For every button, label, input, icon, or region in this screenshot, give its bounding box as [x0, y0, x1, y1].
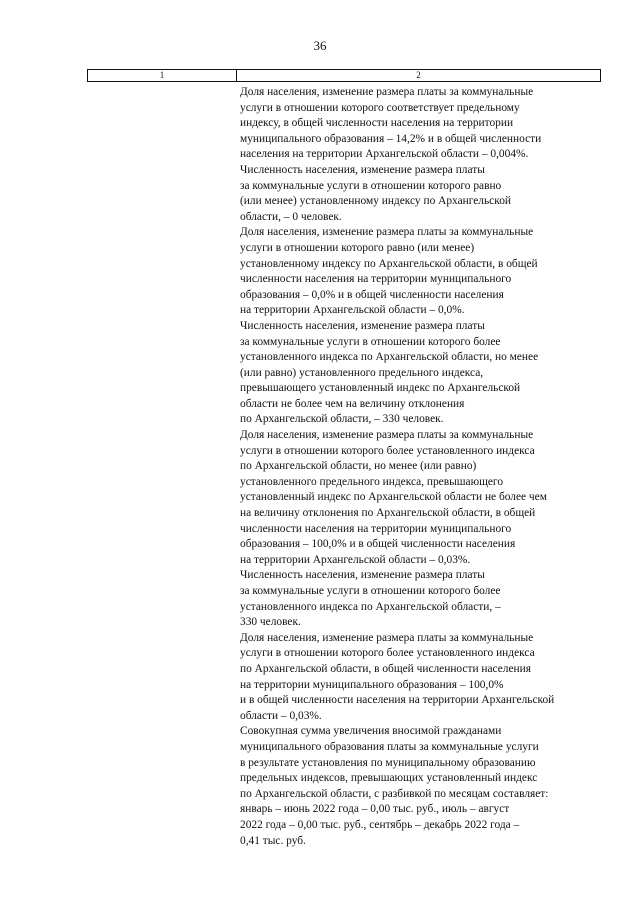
- text-line: по Архангельской области, с разбивкой по месяцам составляет:: [240, 787, 549, 800]
- text-line: установленный индекс по Архангельской области не более чем: [240, 491, 547, 504]
- text-line: 0,41 тыс. руб.: [240, 834, 306, 847]
- text-line: Доля населения, изменение размера платы за коммунальные: [240, 226, 534, 239]
- table-header-col-1: 1: [88, 70, 237, 81]
- text-line: установленного индекса по Архангельской области, –: [240, 600, 501, 613]
- text-line: Численность населения, изменение размера платы: [240, 163, 485, 176]
- text-line: на территории муниципального образования – 100,0%: [240, 678, 504, 691]
- text-line: на территории Архангельской области – 0,0%.: [240, 304, 465, 317]
- text-line: Доля населения, изменение размера платы за коммунальные: [240, 86, 534, 98]
- text-line: на величину отклонения по Архангельской области, в общей: [240, 507, 536, 520]
- text-line: 2022 года – 0,00 тыс. руб., сентябрь – декабрь 2022 года –: [240, 818, 520, 831]
- page-number: 36: [313, 38, 327, 53]
- text-line: численности населения на территории муниципального: [240, 522, 512, 535]
- table-header-row: [87, 69, 601, 82]
- table-header-col-2: 2: [416, 70, 421, 80]
- text-line: (или менее) установленному индексу по Архангельской: [240, 195, 511, 208]
- text-line: и в общей численности населения на территории Архангельской: [240, 694, 555, 707]
- text-line: по Архангельской области, но менее (или равно): [240, 460, 477, 473]
- text-line: за коммунальные услуги в отношении которого равно: [240, 179, 502, 192]
- text-line: индексу, в общей численности населения на территории: [240, 117, 514, 130]
- text-line: численности населения на территории муниципального: [240, 273, 512, 286]
- table-cell-text: [240, 85, 610, 849]
- text-line: области не более чем на величину отклонения: [240, 397, 465, 410]
- text-line: за коммунальные услуги в отношении которого более: [240, 335, 501, 348]
- text-line: (или равно) установленного предельного индекса,: [240, 366, 484, 379]
- text-line: по Архангельской области, в общей численности населения: [240, 662, 531, 675]
- text-line: в результате установления по муниципальному образованию: [240, 756, 536, 769]
- text-line: области, – 0 человек.: [240, 210, 342, 223]
- text-line: образования – 100,0% и в общей численности населения: [240, 538, 516, 551]
- text-line: муниципального образования платы за коммунальные услуги: [240, 740, 539, 753]
- text-line: 330 человек.: [240, 616, 301, 629]
- text-line: услуги в отношении которого более установленного индекса: [240, 647, 535, 660]
- text-line: превышающего установленный индекс по Архангельской: [240, 382, 521, 395]
- text-line: по Архангельской области, – 330 человек.: [240, 413, 444, 426]
- text-line: установленного индекса по Архангельской области, но менее: [240, 351, 539, 364]
- text-line: предельных индексов, превышающих установленный индекс: [240, 772, 538, 785]
- text-line: муниципального образования – 14,2% и в общей численности: [240, 132, 542, 145]
- text-line: установленного предельного индекса, превышающего: [240, 475, 504, 488]
- text-line: услуги в отношении которого равно (или менее): [240, 241, 475, 254]
- text-line: услуги в отношении которого соответствует предельному: [240, 101, 520, 114]
- text-line: Совокупная сумма увеличения вносимой гражданами: [240, 725, 502, 738]
- text-line: образования – 0,0% и в общей численности населения: [240, 288, 504, 301]
- text-line: за коммунальные услуги в отношении которого более: [240, 585, 501, 597]
- text-line: населения на территории Архангельской области – 0,004%.: [240, 148, 529, 161]
- text-line: на территории Архангельской области – 0,03%.: [240, 553, 471, 566]
- text-line: Численность населения, изменение размера платы: [240, 569, 485, 582]
- text-line: Численность населения, изменение размера платы: [240, 319, 485, 332]
- text-line: Доля населения, изменение размера платы за коммунальные: [240, 631, 534, 644]
- text-line: услуги в отношении которого более установленного индекса: [240, 444, 535, 457]
- text-line: установленному индексу по Архангельской области, в общей: [240, 257, 538, 270]
- text-line: январь – июнь 2022 года – 0,00 тыс. руб., июль – август: [240, 803, 510, 816]
- text-line: Доля населения, изменение размера платы за коммунальные: [240, 429, 534, 442]
- text-line: области – 0,03%.: [240, 709, 322, 722]
